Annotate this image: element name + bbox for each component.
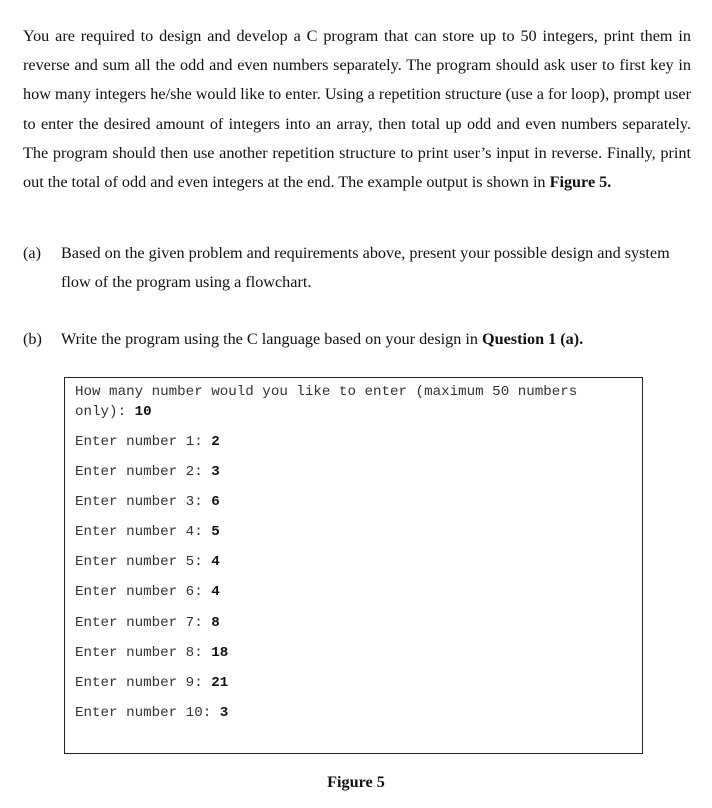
entry-prompt: Enter number 9: [75, 675, 212, 691]
number-entry-line [75, 614, 635, 634]
figure-caption: Figure 5 [327, 773, 385, 791]
question-text [61, 325, 691, 354]
entry-prompt: Enter number 8: [75, 644, 212, 661]
question-b [23, 325, 691, 354]
number-entry-line [75, 644, 635, 664]
problem-text: You are required to design and develop a C program that can store up to 50 integers, print them in reverse and sum all the odd and even numbers separately. The program should ask user to first key in how many integers he/she would like to enter. Using a repetition structure (use a for loop), prompt user to enter the desired amount of integers into an array, then total up odd and even numbers separately. The program should then use another repetition structure to print user’s input in reverse. Finally, print out the total of odd and even integers at the end. The example output is shown in [23, 27, 691, 192]
number-entry-line [75, 523, 635, 543]
figure-reference: Figure 5. [549, 173, 612, 192]
question-label: (b) [23, 330, 42, 348]
entry-prompt: Enter number 4: [75, 524, 212, 541]
question-text [61, 239, 691, 297]
entry-value: 8 [211, 614, 220, 631]
problem-description [23, 22, 691, 197]
number-entry-list [75, 433, 635, 724]
count-prompt-line [75, 383, 635, 422]
entry-value: 5 [211, 524, 220, 541]
question-a [23, 239, 691, 297]
entry-prompt: Enter number 10: [75, 705, 220, 722]
entry-value: 6 [211, 493, 220, 510]
entry-value: 4 [211, 554, 220, 571]
entry-value: 18 [211, 644, 229, 661]
entry-value: 3 [219, 705, 229, 722]
example-output-box [64, 377, 643, 754]
entry-value: 2 [211, 433, 220, 450]
number-entry-line [75, 463, 635, 483]
question-a-body: Based on the given problem and requirements above, present your possible design and system flow of the program using a flowchart. [61, 244, 670, 291]
entry-prompt: Enter number 5: [75, 554, 212, 571]
number-entry-line [75, 583, 635, 603]
number-entry-line [75, 553, 635, 573]
entry-value: 4 [211, 584, 220, 601]
number-entry-line [75, 704, 635, 724]
entry-prompt: Enter number 1: [75, 433, 212, 450]
question-label: (a) [23, 244, 41, 262]
number-entry-line [75, 674, 635, 694]
number-entry-line [75, 433, 635, 453]
entry-prompt: Enter number 2: [75, 463, 212, 480]
entry-value: 21 [211, 675, 229, 691]
count-value: 10 [134, 403, 152, 420]
number-entry-line [75, 493, 635, 513]
question-reference: Question 1 (a). [482, 330, 584, 348]
console-output [75, 383, 635, 734]
entry-prompt: Enter number 3: [75, 493, 212, 510]
question-b-body: Write the program using the C language based on your design in [61, 330, 483, 348]
entry-prompt: Enter number 6: [75, 584, 212, 601]
entry-prompt: Enter number 7: [75, 614, 212, 631]
count-prompt: How many number would you like to enter (maximum 50 numbers only): [75, 384, 578, 420]
entry-value: 3 [211, 463, 220, 480]
